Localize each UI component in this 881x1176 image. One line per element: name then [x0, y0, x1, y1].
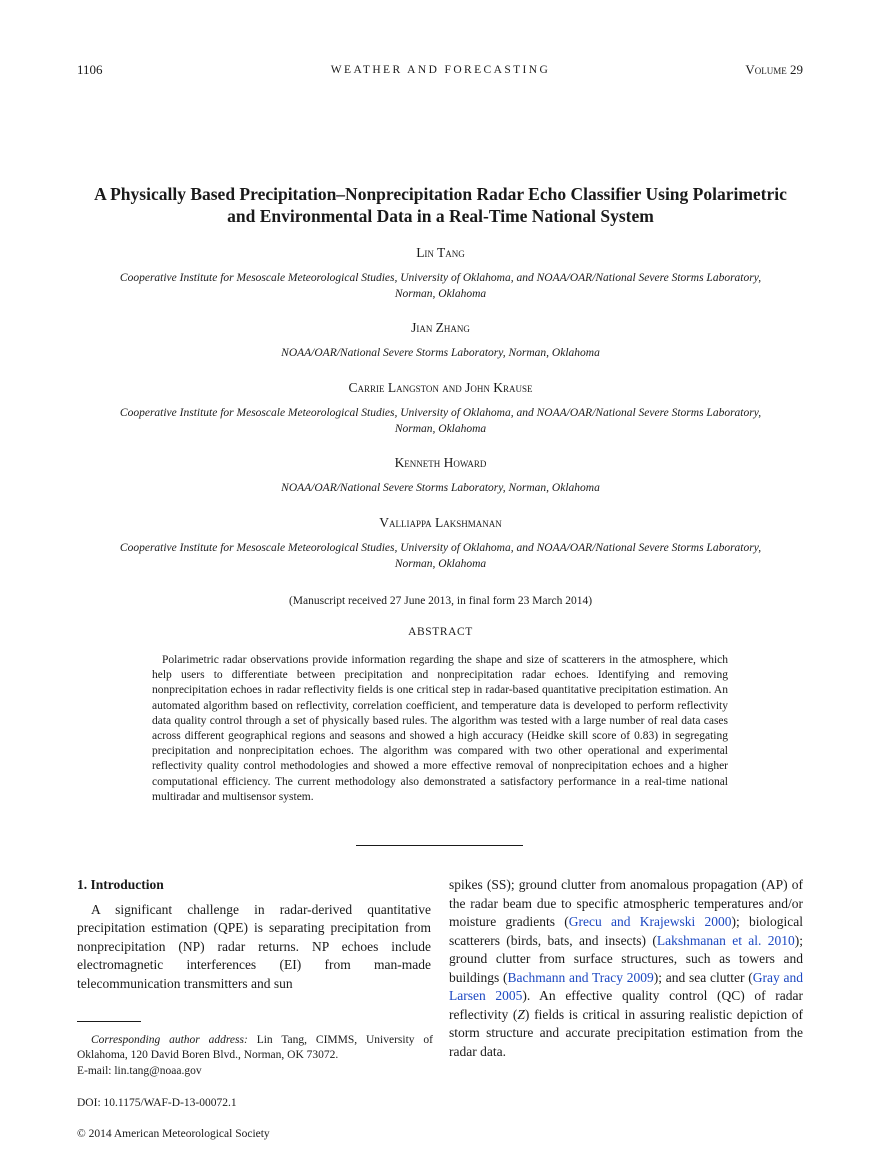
body-text: ); ground clutter from surface structures, such as towers and buildings (	[449, 932, 803, 985]
author-name: Valliappa Lakshmanan	[379, 515, 502, 530]
author-name: Lin Tang	[416, 245, 465, 260]
citation-link[interactable]: Grecu and Krajewski 2000	[568, 914, 732, 929]
footnote-divider	[77, 1021, 141, 1022]
left-column	[77, 876, 431, 993]
body-text: spikes (SS); ground clutter from anomalous propagation (AP) of the radar beam due to specific atmospheric temperatures and/or moisture gradients (	[449, 877, 803, 929]
footnote	[77, 1033, 433, 1079]
page-number: 1106	[77, 62, 103, 77]
author-affiliation: NOAA/OAR/National Severe Storms Laboratory, Norman, Oklahoma	[281, 347, 600, 359]
right-column	[449, 876, 803, 1061]
volume-label: Volume 29	[745, 62, 803, 77]
article-title: A Physically Based Precipitation–Nonprecipitation Radar Echo Classifier Using Polarimetric and Environmental Data in a Real-Time National System	[94, 184, 787, 226]
citation-link[interactable]: Bachmann and Tracy 2009	[507, 969, 654, 985]
body-paragraph: A significant challenge in radar-derived quantitative precipitation estimation (QPE) is separating precipitation from nonprecipitation (NP) radar returns. NP echoes include electromagnetic interferences (EI) from man-made telecommunication transmitters and sun	[77, 901, 431, 991]
abstract-text: Polarimetric radar observations provide information regarding the shape and size of scatterers in the atmosphere, which help users to differentiate between precipitation and nonprecipitation radar echoes. Identifying and removing nonprecipitation echoes in radar reflectivity fields is one critical step in radar-based quantitative precipitation estimation. An automated algorithm based on reflectivity, correlation coefficient, and temperature data is developed to perform reflectivity data quality control through a set of physically based rules. The algorithm was tested with a large number of real data cases across different geographical regions and seasons and showed a high accuracy (Heidke skill score of 0.83) in segregating precipitation and nonprecipitation echoes. The algorithm was compared with two other operational and experimental reflectivity quality control methodologies and showed a more effective removal of nonprecipitation echoes and a higher computational efficiency. The current methodology also demonstrated a satisfactory performance in a real-time national multiradar and multisensor system.	[152, 654, 728, 803]
abstract-heading: ABSTRACT	[408, 626, 473, 638]
author-name: Kenneth Howard	[394, 455, 487, 470]
doi-line: DOI: 10.1175/WAF-D-13-00072.1	[77, 1097, 237, 1109]
manuscript-dates: (Manuscript received 27 June 2013, in final form 23 March 2014)	[288, 595, 593, 607]
variable-symbol: Z	[517, 1006, 525, 1022]
footnote-text: Lin Tang, CIMMS, University of Oklahoma, 120 David Boren Blvd., Norman, OK 73072.	[77, 1034, 433, 1062]
journal-name: WEATHER AND FORECASTING	[330, 64, 551, 76]
body-text: ) fields is critical in assuring realistic depiction of storm structure and accurate precipitation estimation from the radar data.	[449, 1006, 803, 1059]
citation-link[interactable]: Gray and Larsen 2005	[449, 969, 804, 1003]
copyright-line: © 2014 American Meteorological Society	[77, 1128, 270, 1140]
body-text: ). An effective quality control (QC) of radar reflectivity (	[449, 988, 803, 1022]
author-affiliation: NOAA/OAR/National Severe Storms Laboratory, Norman, Oklahoma	[281, 482, 600, 494]
citation-link[interactable]: Lakshmanan et al. 2010	[656, 932, 795, 948]
footnote-email: E-mail: lin.tang@noaa.gov	[77, 1064, 202, 1077]
section-heading: 1. Introduction	[77, 877, 164, 892]
author-name: Carrie Langston and John Krause	[348, 380, 533, 395]
footnote-lead: Corresponding author address:	[91, 1034, 248, 1046]
author-name: Jian Zhang	[411, 320, 470, 335]
author-affiliation: Cooperative Institute for Mesoscale Meteorological Studies, University of Oklahoma, and NOAA/OAR/National Severe Storms Laboratory, Norman, Oklahoma	[119, 272, 762, 300]
body-paragraph	[449, 876, 803, 1061]
author-affiliation: Cooperative Institute for Mesoscale Meteorological Studies, University of Oklahoma, and NOAA/OAR/National Severe Storms Laboratory, Norman, Oklahoma	[119, 407, 762, 435]
author-affiliation: Cooperative Institute for Mesoscale Meteorological Studies, University of Oklahoma, and NOAA/OAR/National Severe Storms Laboratory, Norman, Oklahoma	[119, 542, 762, 570]
body-text: ); and sea clutter (	[653, 969, 753, 985]
body-text: ); biological scatterers (birds, bats, and insects) (	[449, 914, 803, 948]
section-divider	[356, 845, 523, 846]
footnote-address	[77, 1033, 433, 1064]
